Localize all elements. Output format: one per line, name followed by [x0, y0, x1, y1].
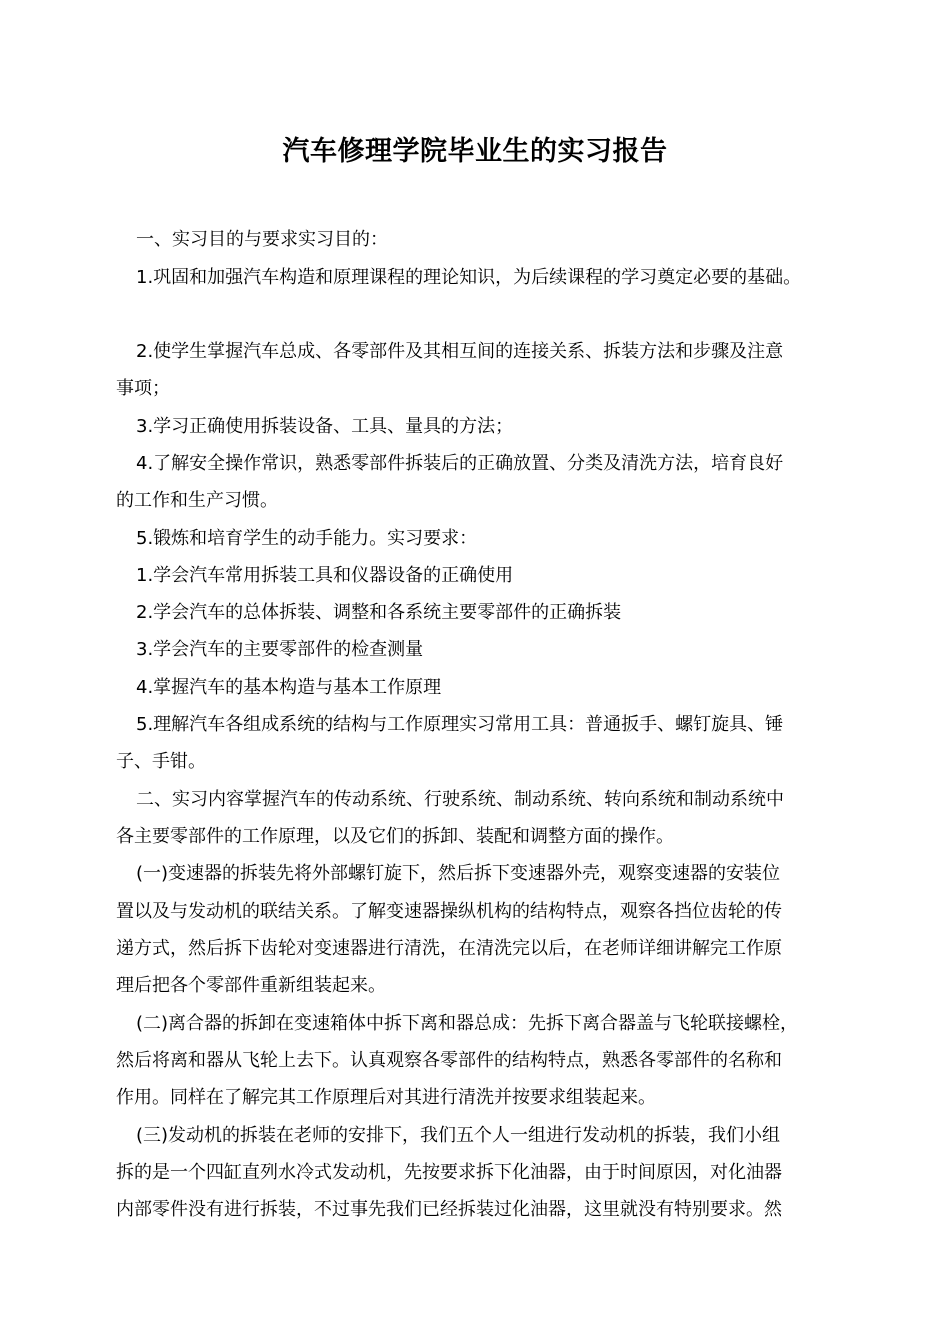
paragraph-line: 作用。同样在了解完其工作原理后对其进行清洗并按要求组装起来。	[116, 1087, 656, 1108]
section-heading-content: 二、实习内容掌握汽车的传动系统、行驶系统、制动系统、转向系统和制动系统中	[136, 789, 784, 810]
paragraph-line: 5.锻炼和培育学生的动手能力。实习要求：	[136, 528, 478, 549]
paragraph-line: 然后将离和器从飞轮上去下。认真观察各零部件的结构特点，熟悉各零部件的名称和	[116, 1050, 782, 1071]
paragraph-line: 的工作和生产习惯。	[116, 490, 278, 511]
paragraph-line: 事项；	[116, 378, 170, 399]
paragraph-line: 置以及与发动机的联结关系。了解变速器操纵机构的结构特点，观察各挡位齿轮的传	[116, 901, 782, 922]
paragraph-line: 子、手钳。	[116, 751, 206, 772]
paragraph-line: 4.掌握汽车的基本构造与基本工作原理	[136, 677, 442, 698]
paragraph-line: 2.学会汽车的总体拆装、调整和各系统主要零部件的正确拆装	[136, 602, 622, 623]
paragraph-line: 1.学会汽车常用拆装工具和仪器设备的正确使用	[136, 565, 514, 586]
paragraph-line: 理后把各个零部件重新组装起来。	[116, 975, 386, 996]
paragraph-line: 3.学会汽车的主要零部件的检查测量	[136, 639, 424, 660]
paragraph-line: 递方式，然后拆下齿轮对变速器进行清洗，在清洗完以后，在老师详细讲解完工作原	[116, 938, 782, 959]
paragraph-line: 拆的是一个四缸直列水冷式发动机，先按要求拆下化油器，由于时间原因，对化油器	[116, 1162, 782, 1183]
paragraph-line: 3.学习正确使用拆装设备、工具、量具的方法；	[136, 416, 514, 437]
document-title: 汽车修理学院毕业生的实习报告	[282, 136, 668, 167]
paragraph-line: (三)发动机的拆装在老师的安排下，我们五个人一组进行发动机的拆装，我们小组	[136, 1125, 781, 1146]
paragraph-line: 1.巩固和加强汽车构造和原理课程的理论知识，为后续课程的学习奠定必要的基础。	[136, 267, 802, 288]
paragraph-line: 5.理解汽车各组成系统的结构与工作原理实习常用工具：普通扳手、螺钉旋具、锤	[136, 714, 784, 735]
paragraph-line: 内部零件没有进行拆装，不过事先我们已经拆装过化油器，这里就没有特别要求。然	[116, 1199, 782, 1220]
paragraph-line: 各主要零部件的工作原理，以及它们的拆卸、装配和调整方面的操作。	[116, 826, 674, 847]
paragraph-line: 2.使学生掌握汽车总成、各零部件及其相互间的连接关系、拆装方法和步骤及注意	[136, 341, 784, 362]
paragraph-line: (二)离合器的拆卸在变速箱体中拆下离和器总成：先拆下离合器盖与飞轮联接螺栓，	[136, 1013, 799, 1034]
paragraph-line: (一)变速器的拆装先将外部螺钉旋下，然后拆下变速器外壳，观察变速器的安装位	[136, 863, 781, 884]
paragraph-line: 4.了解安全操作常识，熟悉零部件拆装后的正确放置、分类及清洗方法，培育良好	[136, 453, 784, 474]
section-heading-purpose: 一、实习目的与要求实习目的：	[136, 229, 388, 250]
